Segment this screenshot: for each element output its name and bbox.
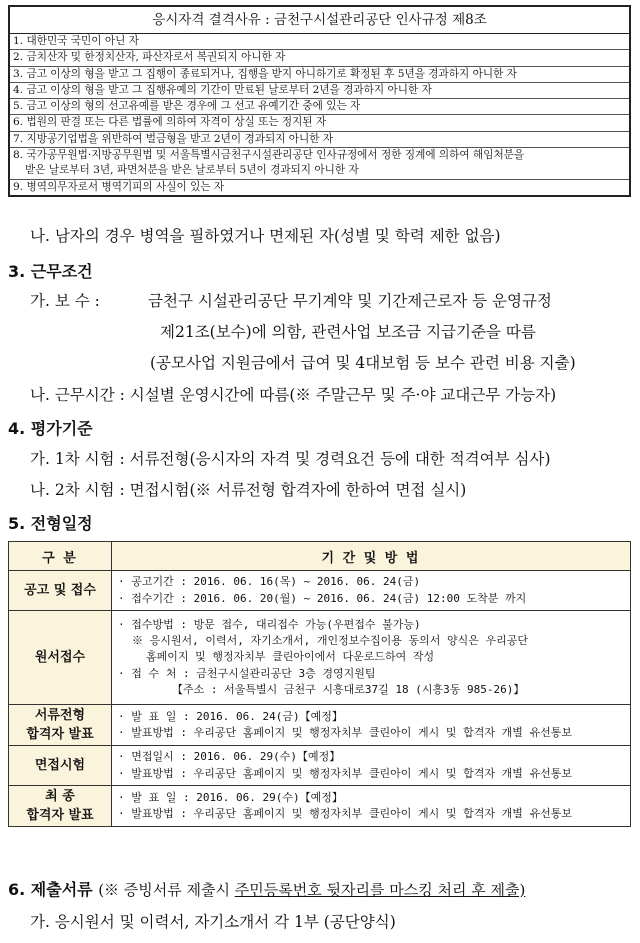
s6-heading: [8, 877, 525, 900]
s4-ga: 가. 1차 시험 : 서류전형(응시자의 자격 및 경력요건 등에 대한 적격여부 심사): [30, 450, 551, 468]
row-label: [9, 705, 112, 746]
col-method: 기 간 및 방 법: [112, 542, 631, 571]
s3-heading: 3. 근무조건: [8, 262, 93, 281]
box-item-8-line2: 받은 날로부터 3년, 파면처분을 받은 날로부터 5년이 경과되지 아니한 자: [25, 164, 359, 177]
box-item: [10, 148, 629, 180]
disqualification-box: [8, 5, 631, 197]
s6-note-prefix: (※ 증빙서류 제출시: [98, 881, 235, 899]
box-item: 1. 대한민국 국민이 아닌 자: [10, 34, 629, 50]
table-row: [9, 786, 631, 827]
s3-ga-label: 가. 보 수 :: [30, 292, 100, 310]
s4-heading: 4. 평가기준: [8, 419, 93, 438]
box-item-8-line1: 8. 국가공무원법·지방공무원법 및 서울특별시금천구시설관리공단 인사규정에서 정한 징계에 의하여 해임처분을: [13, 149, 525, 162]
row-line: · 접수방법 : 방문 접수, 대리접수 가능(우편접수 불가능): [118, 617, 421, 631]
col-category: 구 분: [9, 542, 112, 571]
row-line: · 공고기간 : 2016. 06. 16(목) ~ 2016. 06. 24(금): [118, 575, 421, 589]
table-row: [9, 571, 631, 611]
row-line: · 접 수 처 : 금천구시설관리공단 3층 경영지원팀: [118, 666, 376, 680]
s2-na: 나. 남자의 경우 병역을 필하였거나 면제된 자(성별 및 학력 제한 없음): [30, 227, 501, 245]
s6-heading-text: 6. 제출서류: [8, 880, 93, 899]
s6-ga: 가. 응시원서 및 이력서, 자기소개서 각 1부 (공단양식): [30, 913, 396, 931]
row-label-line2: 합격자 발표: [26, 727, 94, 742]
row-label-line2: 합격자 발표: [26, 808, 94, 823]
s3-ga-line3: (공모사업 지원금에서 급여 및 4대보험 등 보수 관련 비용 지출): [150, 354, 576, 372]
row-label: 공고 및 접수: [9, 571, 112, 611]
box-item: 3. 금고 이상의 형을 받고 그 집행이 종료되거나, 집행을 받지 아니하기로 확정된 후 5년을 경과하지 아니한 자: [10, 67, 629, 83]
row-line: · 발표방법 : 우리공단 홈페이지 및 행정자치부 클린아이 게시 및 합격자 개별 유선통보: [118, 766, 572, 780]
box-item: 9. 병역의무자로서 병역기피의 사실이 있는 자: [13, 180, 225, 193]
box-title: 응시자격 결격사유 : 금천구시설관리공단 인사규정 제8조: [10, 7, 629, 34]
row-label: [9, 786, 112, 827]
row-label: 원서접수: [9, 611, 112, 705]
row-line: · 발표방법 : 우리공단 홈페이지 및 행정자치부 클린아이 게시 및 합격자 개별 유선통보: [118, 726, 572, 739]
s3-ga-line1: 금천구 시설관리공단 무기계약 및 기간제근로자 등 운영규정: [148, 292, 552, 310]
row-line: 홈페이지 및 행정자치부 클린아이에서 다운로드하여 작성: [146, 650, 435, 664]
row-line: · 발표방법 : 우리공단 홈페이지 및 행정자치부 클린아이 게시 및 합격자 개별 유선통보: [118, 807, 572, 820]
row-line: ※ 응시원서, 이력서, 자기소개서, 개인정보수집이용 동의서 양식은 우리공단: [132, 634, 529, 648]
box-item: 5. 금고 이상의 형의 선고유예를 받은 경우에 그 선고 유예기간 중에 있는 자: [10, 99, 629, 115]
row-label-line1: 서류전형: [34, 708, 86, 723]
row-line: · 접수기간 : 2016. 06. 20(월) ~ 2016. 06. 24(금) 12:00 도착분 까지: [118, 591, 527, 605]
row-label-line1: 최 종: [45, 789, 75, 804]
table-row: [9, 705, 631, 746]
box-item: 7. 지방공기업법을 위반하여 벌금형을 받고 2년이 경과되지 아니한 자: [10, 132, 629, 148]
s4-na: 나. 2차 시험 : 면접시험(※ 서류전형 합격자에 한하여 면접 실시): [30, 481, 467, 499]
s3-na: 나. 근무시간 : 시설별 운영시간에 따름(※ 주말근무 및 주·야 교대근무 가능자): [30, 386, 557, 404]
table-row: [9, 611, 631, 705]
box-item: 2. 금치산자 및 한정치산자, 파산자로서 복권되지 아니한 자: [10, 50, 629, 66]
s3-ga-line2: 제21조(보수)에 의함, 관련사업 보조금 지급기준을 따름: [160, 323, 536, 341]
schedule-table: [8, 541, 631, 827]
row-line: · 발 표 일 : 2016. 06. 29(수)【예정】: [118, 790, 343, 804]
row-line: 【주소 : 서울특별시 금천구 시흥대로37길 18 (시흥3동 985-26)】: [172, 682, 525, 696]
s5-heading: 5. 전형일정: [8, 514, 93, 533]
row-line: · 발 표 일 : 2016. 06. 24(금)【예정】: [118, 709, 343, 723]
s6-note-underlined: 주민등록번호 뒷자리를 마스킹 처리 후 제출): [234, 881, 526, 899]
table-row: [9, 746, 631, 786]
row-label: 면접시험: [9, 746, 112, 786]
row-line: · 면접일시 : 2016. 06. 29(수)【예정】: [118, 750, 341, 764]
box-item: 6. 법원의 판결 또는 다른 법률에 의하여 자격이 상실 또는 정지된 자: [10, 115, 629, 131]
box-item: 4. 금고 이상의 형을 받고 그 집행유예의 기간이 만료된 날로부터 2년을 경과하지 아니한 자: [10, 83, 629, 99]
